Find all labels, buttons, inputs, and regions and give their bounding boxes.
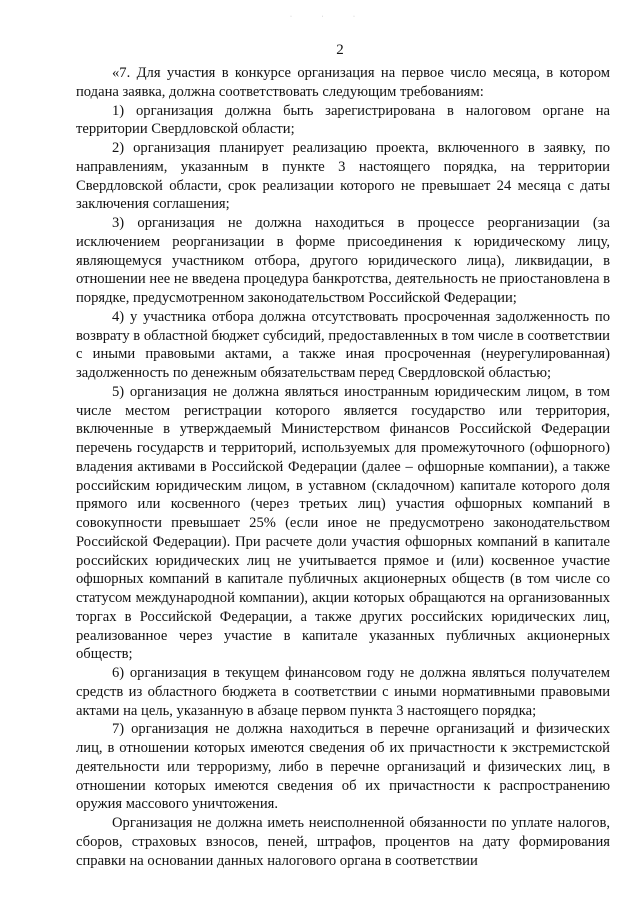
paragraph-item-6: 6) организация в текущем финансовом году не должна являться получателем средств из областного бюджета в соответствии с иными нормативными правовыми актами на цель, указанную в абзаце первом пункта 3 настоящего порядка; bbox=[76, 665, 610, 719]
paragraph-item-5: 5) организация не должна являться иностранным юридическим лицом, в том числе местом регистрации которого является государство или территория, включенные в утверждаемый Министерством финансов Российской Федерации перечень государств и территорий, используемых для промежуточного (офшорного) владения активами в Российской Федерации (далее – офшорные компании), а также российским юридическим лицом, в уставном (складочном) капитале которого доля прямого или косвенного (через третьих лиц) участия офшорных компаний в совокупности превышает 25% (если иное не предусмотрено законодательством Российской Федерации). При расчете доли участия офшорных компаний в капитале российских юридических лиц не учитывается прямое и (или) косвенное участие офшорных компаний в капитале публичных акционерных обществ (в том числе со статусом международной компании), акции которых обращаются на организованных торгах в Российской Федерации, а также других российских юридических лиц, реализованное через участие в капитале указанных публичных акционерных обществ; bbox=[76, 383, 610, 663]
scan-artifact: · · · bbox=[290, 14, 369, 20]
paragraph-item-3: 3) организация не должна находиться в процессе реорганизации (за исключением реорганизации в форме присоединения к юридическому лицу, являющемуся участником отбора, другого юридического лица), ликвидации, в отношении нее не введена процедура банкротства, деятельность не приостановлена в порядке, предусмотренном законодательством Российской Федерации; bbox=[76, 215, 610, 306]
page-number: 2 bbox=[336, 42, 344, 58]
paragraph-item-2: 2) организация планирует реализацию проекта, включенного в заявку, по направлениям, указанным в пункте 3 настоящего порядка, на территории Свердловской области, срок реализации которого не превышает 24 месяца с даты заключения соглашения; bbox=[76, 140, 610, 213]
paragraph-final: Организация не должна иметь неисполненной обязанности по уплате налогов, сборов, страховых взносов, пеней, штрафов, процентов на дату формирования справки на основании данных налогового органа в соответствии bbox=[76, 815, 610, 869]
paragraph-item-1: 1) организация должна быть зарегистрирована в налоговом органе на территории Свердловской области; bbox=[76, 102, 610, 138]
paragraph-item-7: 7) организация не должна находиться в перечне организаций и физических лиц, в отношении которых имеются сведения об их причастности к экстремистской деятельности или терроризму, либо в перечне организаций и физических лиц, в отношении которых имеются сведения об их причастности к распространению оружия массового уничтожения. bbox=[76, 721, 610, 813]
paragraph-item-4: 4) у участника отбора должна отсутствовать просроченная задолженность по возврату в областной бюджет субсидий, предоставленных в том числе в соответствии с иными правовыми актами, а также иная просроченная (неурегулированная) задолженность по денежным обязательствам перед Свердловской областью; bbox=[76, 308, 610, 381]
paragraph-intro: «7. Для участия в конкурсе организация на первое число месяца, в котором подана заявка, должна соответствовать следующим требованиям: bbox=[76, 65, 610, 100]
document-body bbox=[76, 64, 610, 870]
